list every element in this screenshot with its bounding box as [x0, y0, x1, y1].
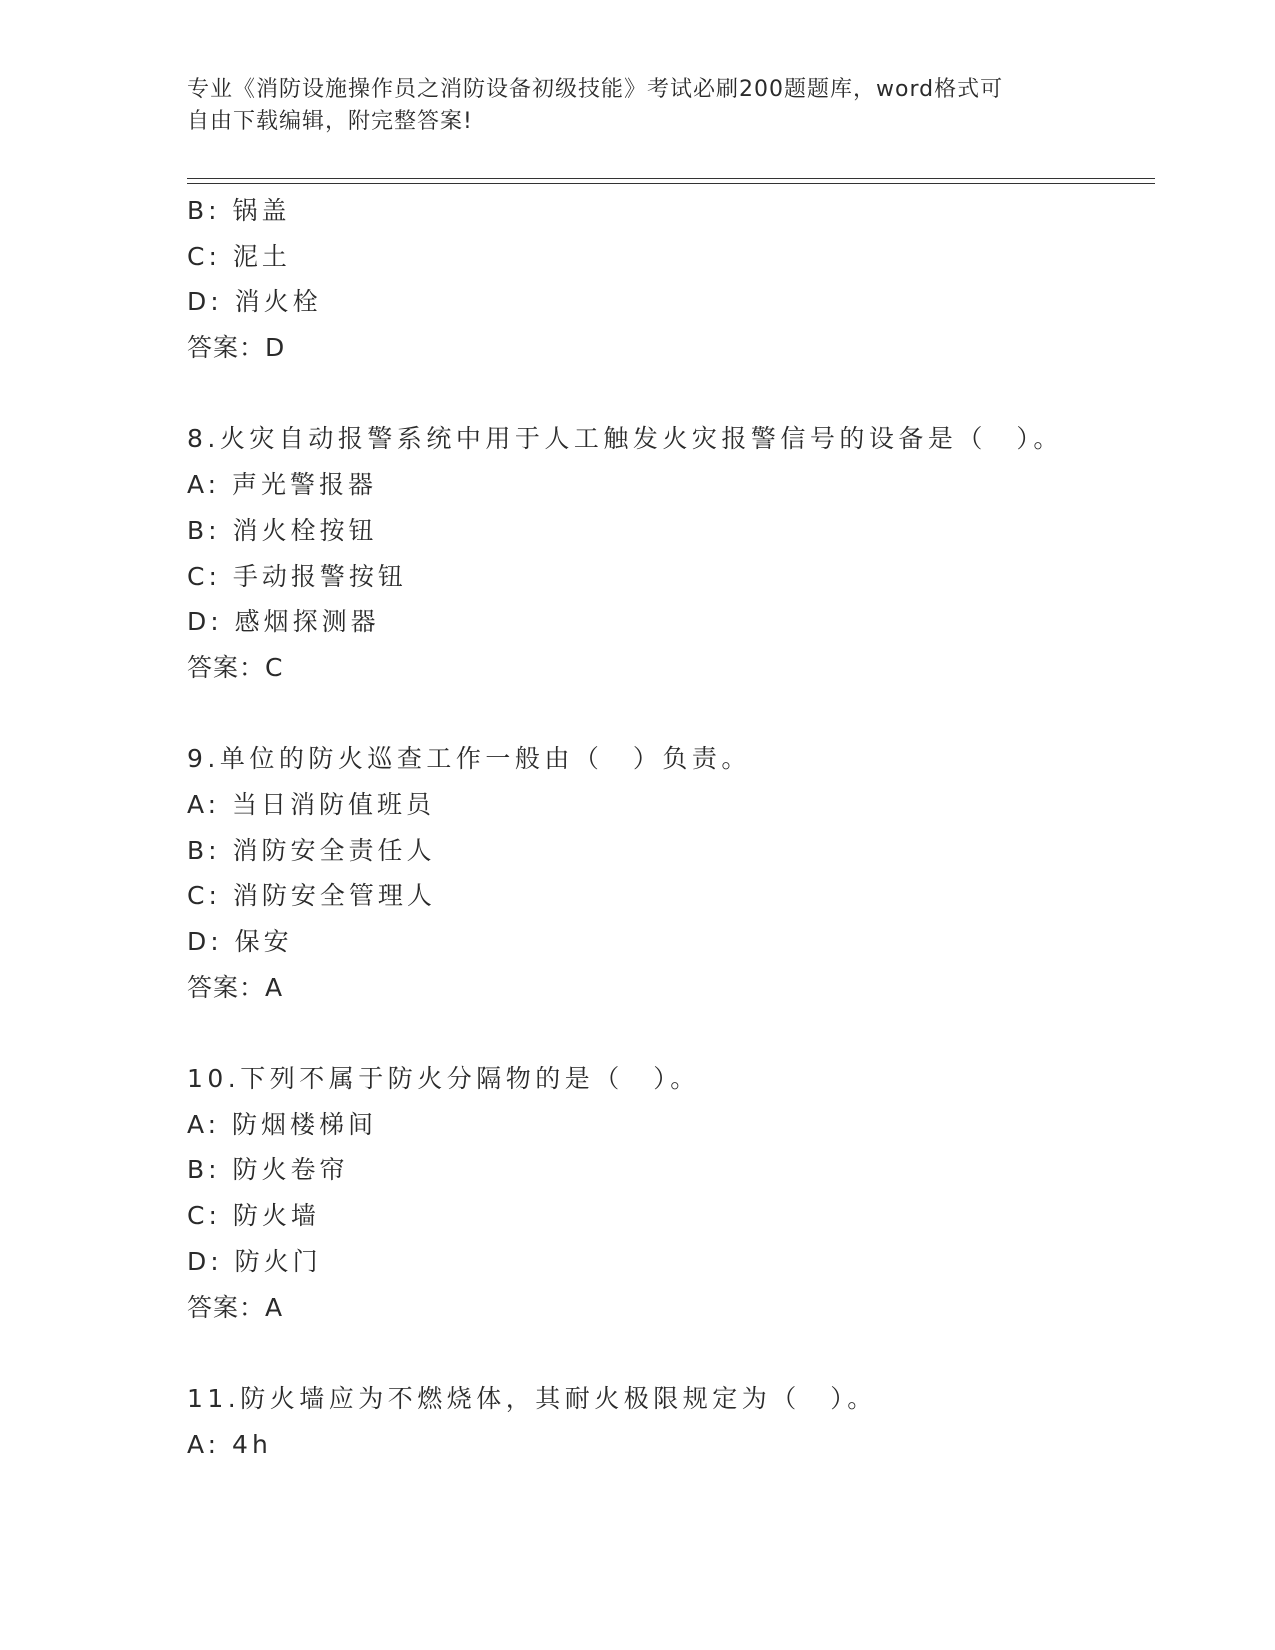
answer-line: 答案：C [187, 652, 284, 682]
option-c: C: 防火墙 [187, 1201, 320, 1231]
option-b: B: 锅盖 [187, 196, 291, 225]
question-item-10 [187, 1056, 1147, 1330]
option-b: B: 消火栓按钮 [187, 515, 378, 545]
option-a: A: 防烟楼梯间 [187, 1109, 378, 1139]
option-a: A: 4h [187, 1429, 272, 1459]
option-c: C: 泥土 [187, 241, 291, 271]
question-stem: 11.防火墙应为不燃烧体，其耐火极限规定为（ ）。 [187, 1383, 877, 1413]
spacer [187, 691, 1147, 737]
option-a: A: 当日消防值班员 [187, 789, 436, 819]
header-title-line-2: 自由下载编辑，附完整答案! [187, 109, 473, 134]
answer-line: 答案：A [187, 1292, 284, 1322]
question-list [187, 188, 1147, 1467]
spacer [187, 371, 1147, 417]
option-d: D: 防火门 [187, 1246, 322, 1276]
spacer [187, 1330, 1147, 1376]
answer-line: 答案：A [187, 972, 284, 1002]
spacer [187, 1010, 1147, 1056]
header-title-line-1: 专业《消防设施操作员之消防设备初级技能》考试必刷200题题库，word格式可 [187, 77, 1004, 102]
option-d: D: 消火栓 [187, 287, 322, 317]
question-item-7 [187, 188, 1147, 371]
option-a: A: 声光警报器 [187, 470, 378, 500]
option-d: D: 保安 [187, 927, 293, 956]
question-item-8 [187, 416, 1147, 690]
option-b: B: 防火卷帘 [187, 1155, 349, 1185]
header-divider-top [187, 178, 1155, 179]
option-d: D: 感烟探测器 [187, 607, 380, 637]
option-c: C: 手动报警按钮 [187, 561, 407, 591]
answer-line: 答案：D [187, 333, 286, 363]
question-item-11 [187, 1376, 1147, 1467]
option-b: B: 消防安全责任人 [187, 835, 436, 865]
question-stem: 10.下列不属于防火分隔物的是（ ）。 [187, 1064, 700, 1094]
document-header [187, 74, 1067, 138]
option-c: C: 消防安全管理人 [187, 881, 436, 911]
question-stem: 9.单位的防火巡查工作一般由（ ）负责。 [187, 744, 751, 774]
header-divider-bottom [187, 183, 1155, 184]
question-stem: 8.火灾自动报警系统中用于人工触发火灾报警信号的设备是（ ）。 [187, 424, 1063, 454]
question-item-9 [187, 736, 1147, 1010]
